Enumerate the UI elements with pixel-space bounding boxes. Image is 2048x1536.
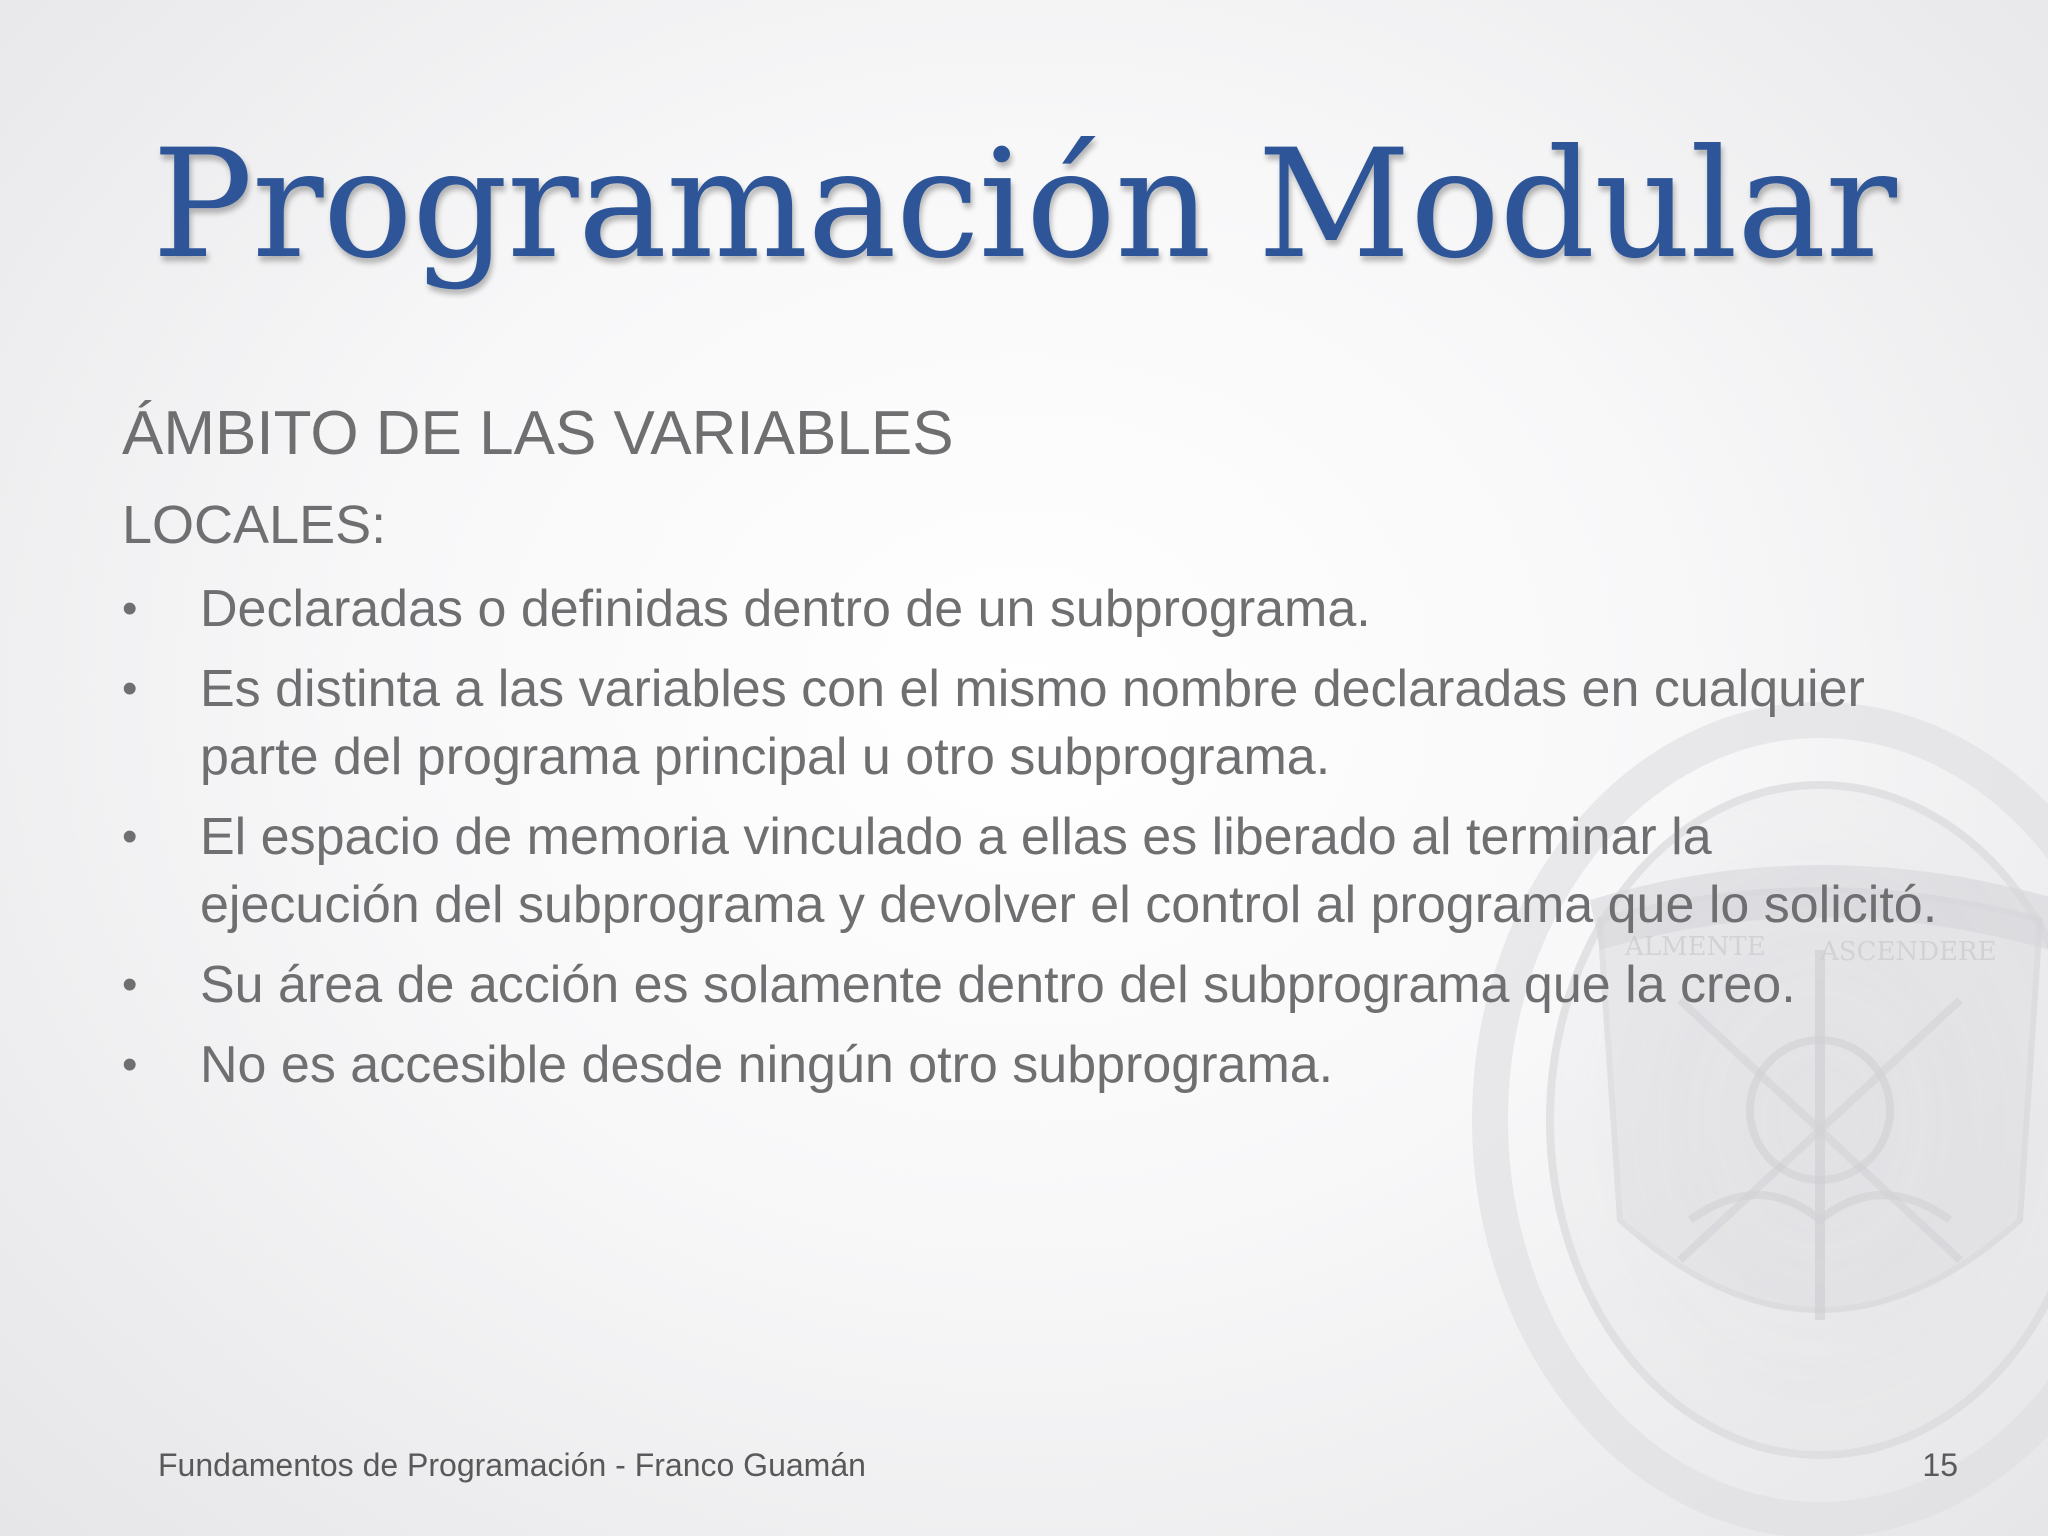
bullet-text: Su área de acción es solamente dentro del subprograma que la creo. — [200, 956, 1796, 1014]
page-number: 15 — [1922, 1447, 1958, 1483]
seal-text-top: ASCENDERE — [1820, 937, 1997, 967]
slide-title: Programación Modular — [152, 118, 1896, 292]
bullet-dot-icon: • — [122, 812, 138, 861]
bullet-dot-icon: • — [122, 960, 138, 1009]
bullet-item — [122, 575, 1942, 643]
bullet-item — [122, 951, 1942, 1019]
bullet-text: Es distinta a las variables con el mismo nombre declaradas en cualquier parte del programa principal u otro subprograma. — [200, 660, 1865, 786]
bullet-dot-icon: • — [122, 1040, 138, 1089]
bullet-item — [122, 803, 1942, 939]
subheading-locales: LOCALES: — [122, 495, 387, 555]
bullet-text: El espacio de memoria vinculado a ellas es liberado al terminar la ejecución del subprograma y devolver el control al programa que lo solicitó. — [200, 808, 1938, 934]
bullet-dot-icon: • — [122, 664, 138, 713]
bullet-dot-icon: • — [122, 584, 138, 633]
bullet-text: No es accesible desde ningún otro subprograma. — [200, 1036, 1334, 1094]
bullet-list — [122, 575, 1942, 1111]
bullet-item — [122, 655, 1942, 791]
bullet-item — [122, 1031, 1942, 1099]
section-heading: ÁMBITO DE LAS VARIABLES — [122, 399, 954, 468]
seal-text-left: ALMENTE — [1625, 932, 1766, 962]
footer-text: Fundamentos de Programación - Franco Guamán — [158, 1447, 866, 1483]
bullet-text: Declaradas o definidas dentro de un subprograma. — [200, 580, 1371, 638]
